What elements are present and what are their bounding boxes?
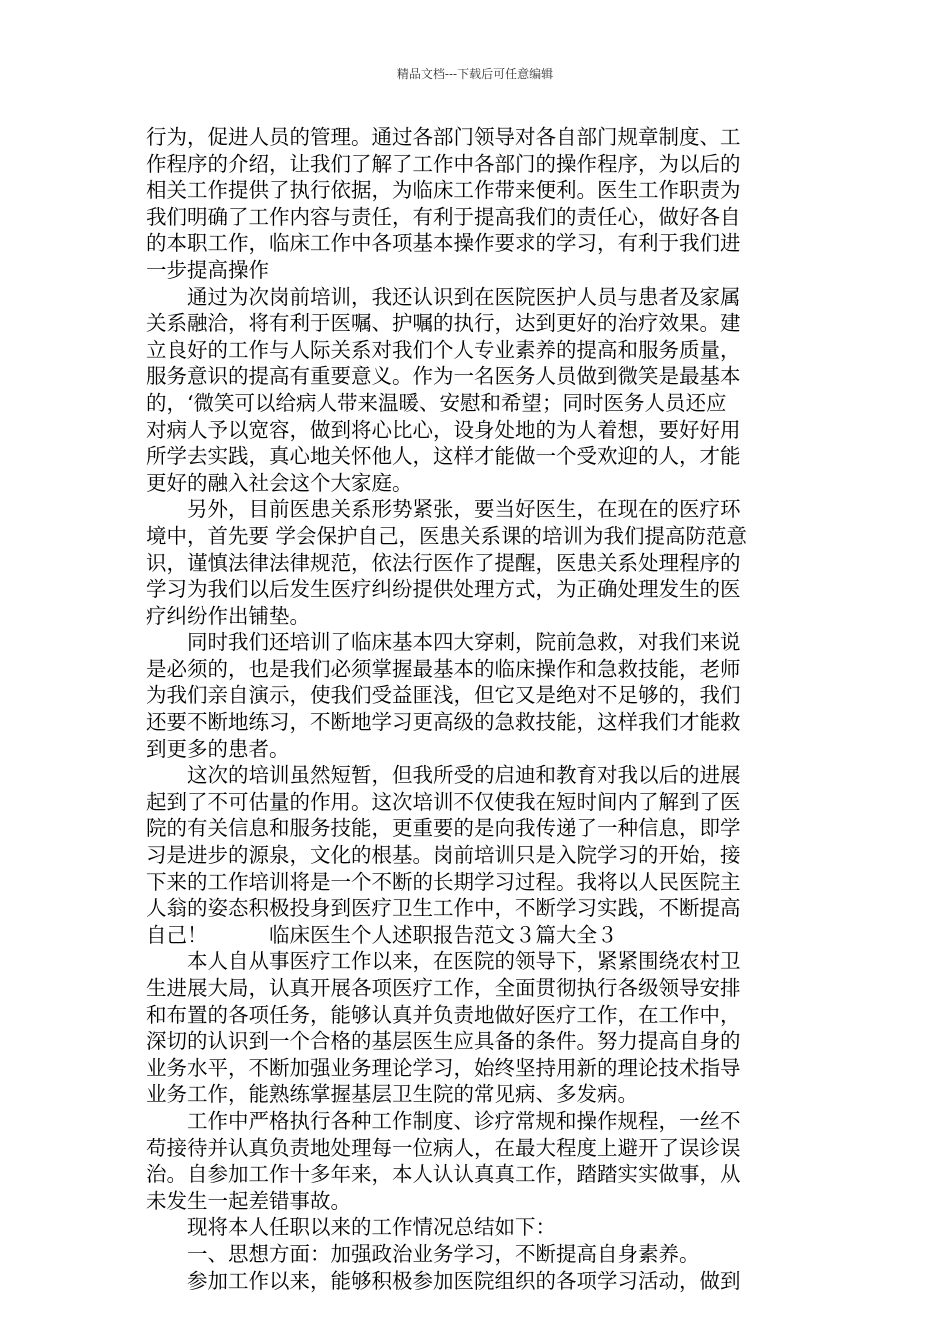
text-line: 业务工作，能熟练掌握基层卫生院的常见病、多发病。: [146, 1082, 638, 1107]
paragraph: [146, 762, 806, 948]
text-line: 苟接待并认真负责地处理每一位病人，在最大程度上避开了误诊误: [146, 1135, 741, 1160]
paragraph: [146, 1241, 806, 1268]
text-line: 这次的培训虽然短暂，但我所受的启迪和教育对我以后的进展: [146, 763, 741, 788]
text-line: 相关工作提供了执行依据，为临床工作带来便利。医生工作职责为: [146, 178, 741, 203]
text-line: 的本职工作，临床工作中各项基本操作要求的学习，有利于我们进: [146, 231, 741, 256]
text-line: 更好的融入社会这个大家庭。: [146, 470, 413, 495]
text-line: 自己！ 临床医生个人述职报告范文３篇大全３: [146, 922, 618, 947]
text-line: 境中，首先要 学会保护自己，医患关系课的培训为我们提高防范意: [146, 523, 748, 548]
paragraph: [146, 284, 806, 497]
text-line: 立良好的工作与人际关系对我们个人专业素养的提高和服务质量，: [146, 337, 741, 362]
text-line: 治。自参加工作十多年来，本人认认真真工作，踏踏实实做事，从: [146, 1162, 741, 1187]
text-line: 对病人予以宽容，做到将心比心，设身处地的为人着想，要好好用: [146, 417, 741, 442]
text-line: 参加工作以来，能够积极参加医院组织的各项学习活动，做到: [146, 1268, 741, 1293]
text-line: 识，谨慎法律法律规范，依法行医作了提醒，医患关系处理程序的: [146, 550, 741, 575]
paragraph: [146, 1268, 806, 1295]
text-line: 所学去实践，真心地关怀他人，这样才能做一个受欢迎的人，才能: [146, 444, 741, 469]
text-line: 是必须的，也是我们必须掌握最基本的临床操作和急救技能，老师: [146, 656, 741, 681]
text-line: 为我们亲自演示，使我们受益匪浅，但它又是绝对不足够的，我们: [146, 683, 741, 708]
text-line: 起到了不可估量的作用。这次培训不仅使我在短时间内了解到了医: [146, 789, 741, 814]
text-line: 的，‘微笑可以给病人带来温暖、安慰和希望；同时医务人员还应: [146, 390, 727, 415]
text-line: 未发生一起差错事故。: [146, 1188, 351, 1213]
paragraph: [146, 629, 806, 762]
text-line: 习是进步的源泉，文化的根基。岗前培训只是入院学习的开始，接: [146, 843, 741, 868]
text-line: 一步提高操作: [146, 257, 269, 282]
text-line: 疗纠纷作出铺垫。: [146, 603, 310, 628]
paragraph: [146, 124, 806, 284]
text-line: 业务水平，不断加强业务理论学习，始终坚持用新的理论技术指导: [146, 1055, 741, 1080]
text-line: 作程序的介绍，让我们了解了工作中各部门的操作程序，为以后的: [146, 151, 741, 176]
page-header: 精品文档---下载后可任意编辑: [396, 67, 554, 81]
text-line: 本人自从事医疗工作以来，在医院的领导下，紧紧围绕农村卫: [146, 949, 741, 974]
text-line: 行为，促进人员的管理。通过各部门领导对各自部门规章制度、工: [146, 125, 741, 149]
text-line: 我们明确了工作内容与责任，有利于提高我们的责任心，做好各自: [146, 204, 741, 229]
text-line: 还要不断地练习，不断地学习更高级的急救技能，这样我们才能救: [146, 710, 741, 735]
paragraph: [146, 1108, 806, 1214]
text-line: 服务意识的提高有重要意义。作为一名医务人员做到微笑是最基本: [146, 364, 741, 389]
text-line: 到更多的患者。: [146, 736, 290, 761]
text-line: 和布置的各项任务，能够认真并负责地做好医疗工作，在工作中，: [146, 1002, 741, 1027]
text-line: 学习为我们以后发生医疗纠纷提供处理方式，为正确处理发生的医: [146, 577, 741, 602]
paragraph: [146, 496, 806, 629]
text-line: 院的有关信息和服务技能，更重要的是向我传递了一种信息，即学: [146, 816, 741, 841]
text-line: 通过为次岗前培训，我还认识到在医院医护人员与患者及家属: [146, 284, 741, 309]
text-line: 生进展大局，认真开展各项医疗工作，全面贯彻执行各级领导安排: [146, 976, 741, 1000]
paragraph: [146, 948, 806, 1108]
text-line: 另外，目前医患关系形势紧张，要当好医生，在现在的医疗环: [146, 497, 741, 522]
text-line: 下来的工作培训将是一个不断的长期学习过程。我将以人民医院主: [146, 869, 741, 894]
text-line: 现将本人任职以来的工作情况总结如下：: [146, 1215, 556, 1240]
text-line: 关系融洽，将有利于医嘱、护嘱的执行，达到更好的治疗效果。建: [146, 311, 741, 336]
text-line: 同时我们还培训了临床基本四大穿刺，院前急救，对我们来说: [146, 630, 741, 655]
paragraph: [146, 1214, 806, 1241]
text-line: 人翁的姿态积极投身到医疗卫生工作中，不断学习实践，不断提高: [146, 896, 741, 921]
document-body: [146, 124, 806, 1294]
text-line: 深切的认识到一个合格的基层医生应具备的条件。努力提高自身的: [146, 1029, 741, 1054]
text-line: 工作中严格执行各种工作制度、诊疗常规和操作规程，一丝不: [146, 1108, 741, 1133]
text-line: 一、思想方面：加强政治业务学习，不断提高自身素养。: [146, 1241, 700, 1266]
